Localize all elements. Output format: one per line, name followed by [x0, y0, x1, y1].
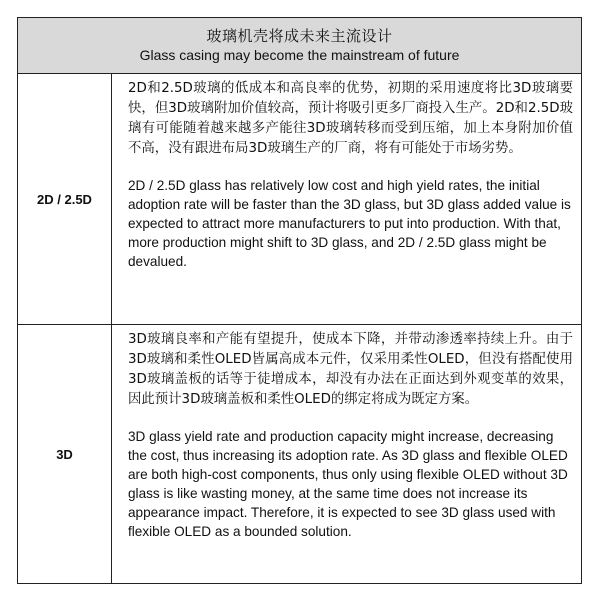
description-english: 3D glass yield rate and production capacity might increase, decreasing the cost, thus increasing its adoption rate. As 3D glass and flexible OLED are both high-cost components, thus only using flexible OLED without 3D glass is like wasting money, at the same time does not increase its appearance impact. Therefore, it is expected to see 3D glass used with flexible OLED as a bounded solution. [128, 429, 568, 539]
table-header [18, 18, 581, 74]
description-chinese: 3D玻璃良率和产能有望提升，使成本下降，并带动渗透率持续上升。由于3D玻璃和柔性OLED皆属高成本元件，仅采用柔性OLED，但没有搭配使用3D玻璃盖板的话等于徒增成本，却没有办法在正面达到外观变革的效果，因此预计3D玻璃盖板和柔性OLED的绑定将成为既定方案。 [128, 332, 573, 407]
header-title-chinese: 玻璃机壳将成未来主流设计 [206, 27, 393, 45]
table-row-2d-2-5d [18, 74, 581, 325]
header-title-english: Glass casing may become the mainstream of future [139, 47, 460, 63]
comparison-table [17, 17, 582, 584]
row-label-2d-2-5d: 2D / 2.5D [37, 191, 92, 207]
description-english: 2D / 2.5D glass has relatively low cost and high yield rates, the initial adoption rate will be faster than the 3D glass, but 3D glass added value is expected to attract more manufacturers to put into production. With that, more production might shift to 3D glass, and 2D / 2.5D glass might be devalued. [128, 178, 571, 269]
row-label-3d: 3D [56, 446, 73, 462]
row-label-cell [18, 74, 112, 324]
description-chinese: 2D和2.5D玻璃的低成本和高良率的优势，初期的采用速度将比3D玻璃要快，但3D玻璃附加价值较高，预计将吸引更多厂商投入生产。2D和2.5D玻璃有可能随着越来越多产能往3D玻璃转移而受到压缩，加上本身附加价值不高，没有跟进布局3D玻璃生产的厂商，将有可能处于市场劣势。 [128, 81, 573, 156]
table-row-3d [18, 325, 581, 583]
row-label-cell [18, 325, 112, 583]
row-content-cell [112, 74, 581, 324]
row-content-cell [112, 325, 581, 583]
